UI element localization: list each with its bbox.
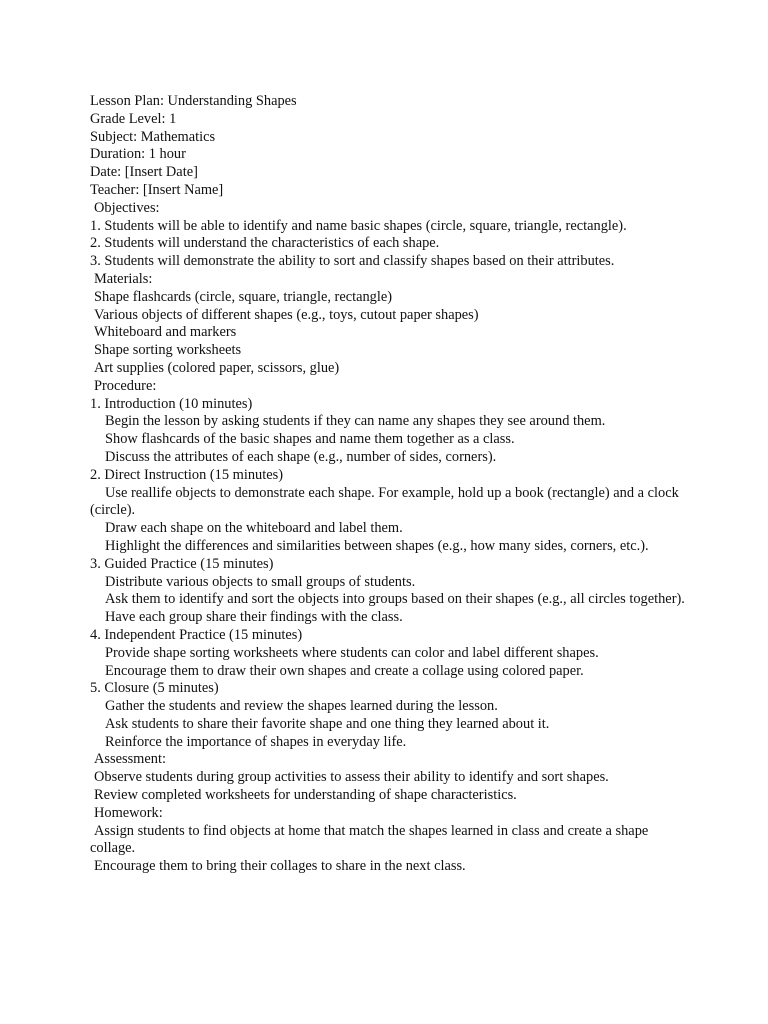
document-page — [90, 93, 690, 876]
procedure-step-item: Distribute various objects to small groups of students. — [105, 573, 416, 590]
procedure-step-item: Use reallife objects to demonstrate each shape. For example, hold up a book (rectangle) and a clock (circle). — [90, 484, 679, 519]
duration: Duration: 1 hour — [90, 146, 186, 163]
procedure-step-item: Encourage them to draw their own shapes and create a collage using colored paper. — [105, 662, 584, 679]
document-title: Lesson Plan: Understanding Shapes — [90, 93, 297, 109]
section-heading-assessment: Assessment: — [94, 751, 166, 768]
section-heading-objectives: Objectives: — [94, 199, 160, 216]
procedure-step-title: 2. Direct Instruction (15 minutes) — [90, 466, 284, 483]
objectives-section — [90, 200, 690, 271]
section-heading-materials: Materials: — [94, 270, 153, 287]
procedure-step-title: 1. Introduction (10 minutes) — [90, 395, 253, 412]
procedure-step-item: Reinforce the importance of shapes in everyday life. — [105, 733, 407, 750]
objective-item: 2. Students will understand the characteristics of each shape. — [90, 235, 440, 252]
procedure-step-item: Ask them to identify and sort the objects into groups based on their shapes (e.g., all circles together). — [105, 591, 685, 608]
section-heading-procedure: Procedure: — [94, 377, 157, 394]
homework-item: Encourage them to bring their collages to share in the next class. — [94, 858, 466, 875]
material-item: Shape sorting worksheets — [94, 342, 242, 359]
procedure-step-item: Have each group share their findings with the class. — [105, 609, 403, 626]
procedure-step-item: Show flashcards of the basic shapes and name them together as a class. — [105, 431, 515, 448]
procedure-step-item: Begin the lesson by asking students if they can name any shapes they see around them. — [105, 413, 606, 430]
section-heading-homework: Homework: — [94, 804, 163, 821]
procedure-step-item: Ask students to share their favorite shape and one thing they learned about it. — [105, 715, 550, 732]
procedure-step-item: Draw each shape on the whiteboard and label them. — [105, 520, 403, 537]
material-item: Various objects of different shapes (e.g., toys, cutout paper shapes) — [94, 306, 479, 323]
procedure-step-title: 5. Closure (5 minutes) — [90, 680, 219, 697]
material-item: Shape flashcards (circle, square, triangle, rectangle) — [94, 288, 393, 305]
grade-level: Grade Level: 1 — [90, 110, 177, 127]
procedure-step-title: 3. Guided Practice (15 minutes) — [90, 555, 274, 572]
header-block — [90, 93, 690, 200]
objective-item: 1. Students will be able to identify and name basic shapes (circle, square, triangle, rectangle). — [90, 217, 627, 234]
assessment-section — [90, 751, 690, 804]
material-item: Art supplies (colored paper, scissors, glue) — [94, 359, 340, 376]
teacher: Teacher: [Insert Name] — [90, 181, 224, 198]
procedure-step-title: 4. Independent Practice (15 minutes) — [90, 626, 303, 643]
objective-item: 3. Students will demonstrate the ability to sort and classify shapes based on their attributes. — [90, 253, 615, 270]
homework-item: Assign students to find objects at home that match the shapes learned in class and create a shape collage. — [90, 822, 649, 857]
assessment-item: Observe students during group activities to assess their ability to identify and sort shapes. — [94, 769, 609, 786]
material-item: Whiteboard and markers — [94, 324, 237, 341]
homework-section — [90, 805, 690, 876]
procedure-step-item: Provide shape sorting worksheets where students can color and label different shapes. — [105, 644, 599, 661]
procedure-section — [90, 378, 690, 752]
procedure-step-item: Highlight the differences and similarities between shapes (e.g., how many sides, corners, etc.). — [105, 537, 649, 554]
assessment-item: Review completed worksheets for understanding of shape characteristics. — [94, 787, 517, 804]
date: Date: [Insert Date] — [90, 164, 198, 181]
materials-section — [90, 271, 690, 378]
procedure-step-item: Gather the students and review the shapes learned during the lesson. — [105, 698, 498, 715]
procedure-step-item: Discuss the attributes of each shape (e.g., number of sides, corners). — [105, 448, 497, 465]
subject: Subject: Mathematics — [90, 128, 216, 145]
